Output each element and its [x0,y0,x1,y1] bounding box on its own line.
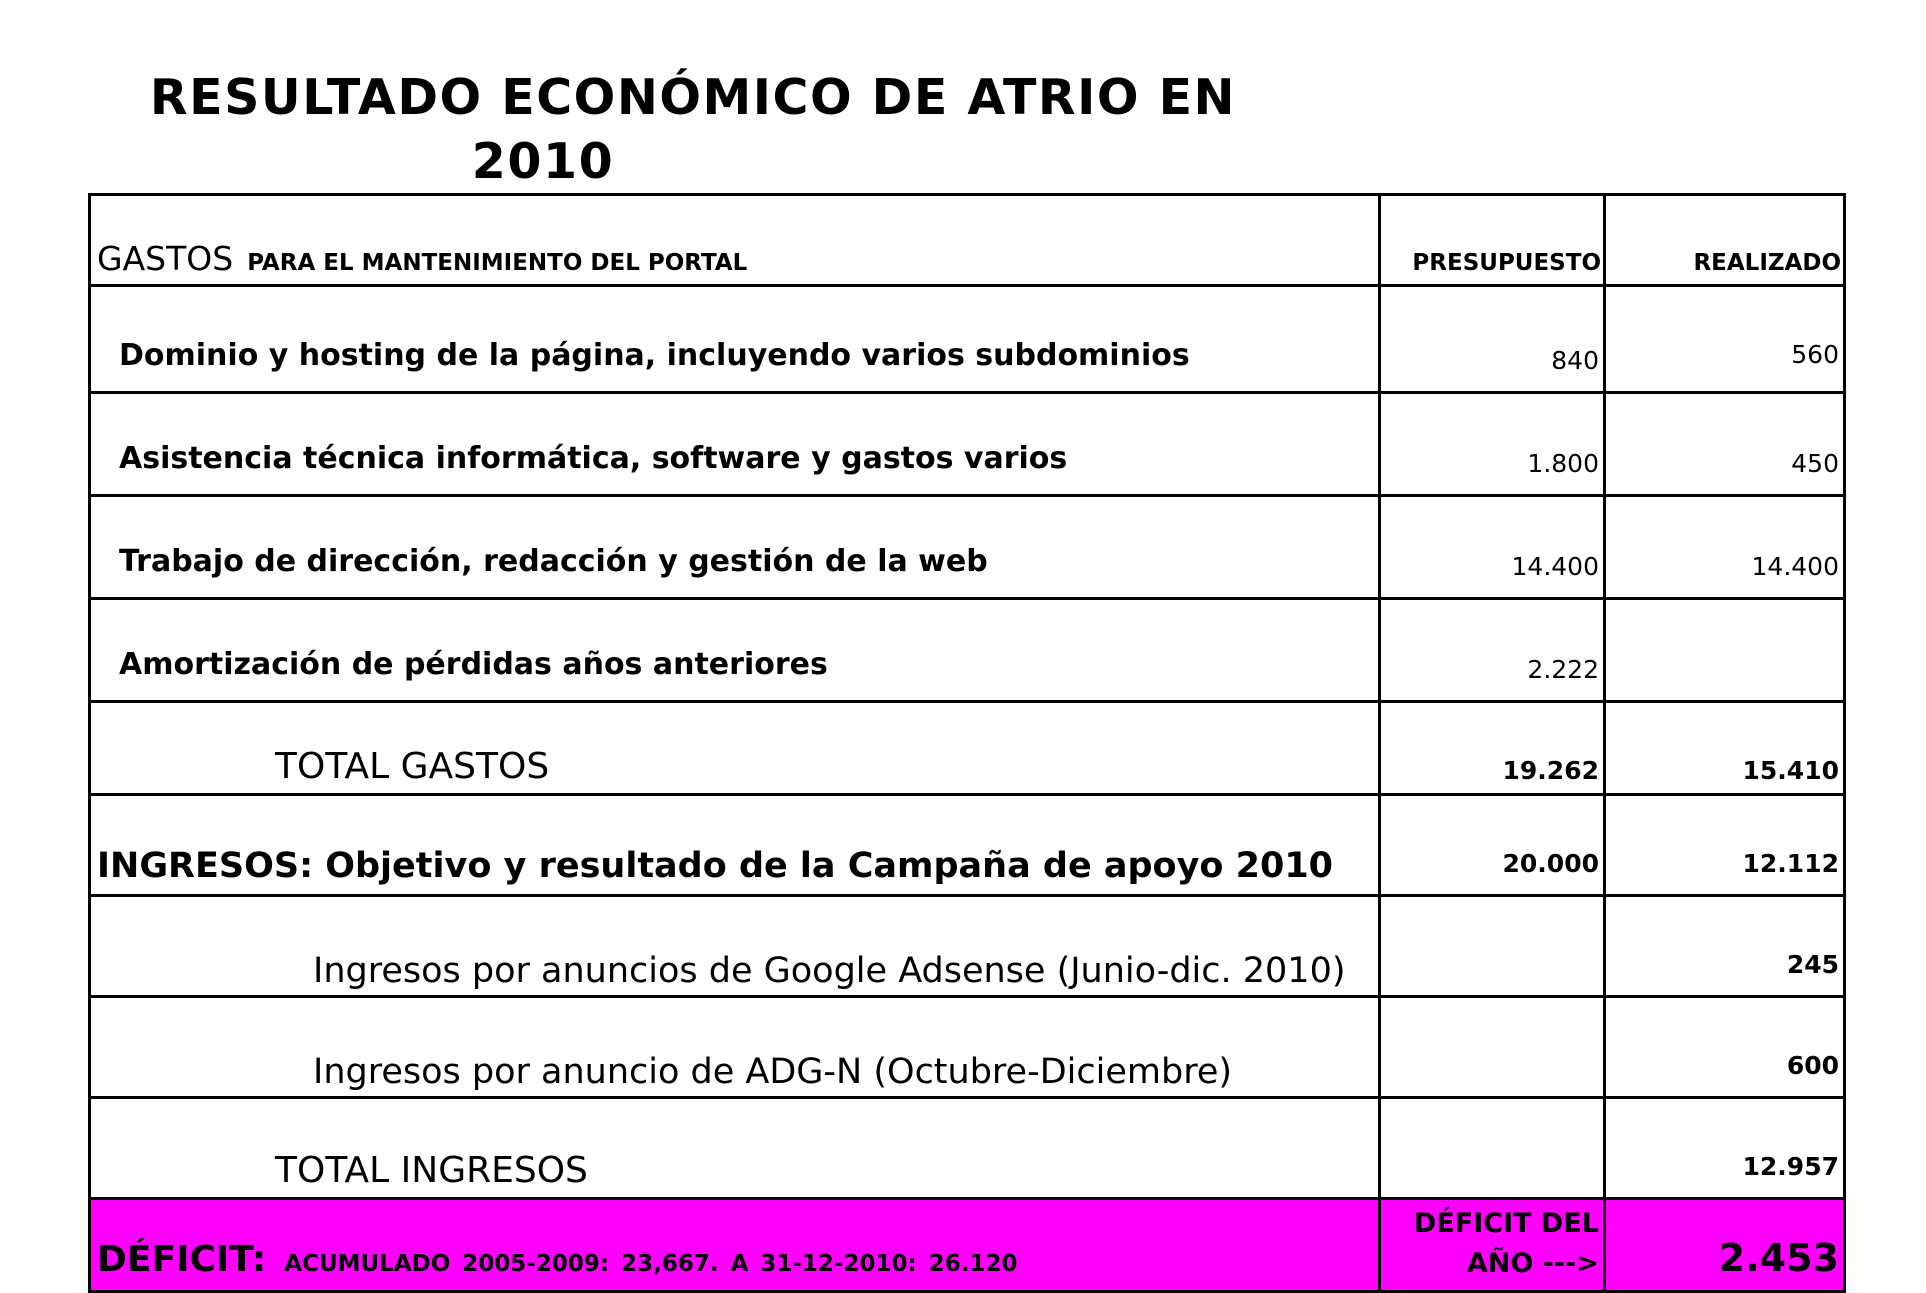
gastos-heading: GASTOS [97,239,234,278]
expense-label: Dominio y hosting de la página, incluyendo varios subdominios [90,286,1380,393]
deficit-year-value: 2.453 [1605,1199,1845,1292]
deficit-label: DÉFICIT: [97,1239,267,1280]
ingresos-presupuesto: 20.000 [1380,795,1605,896]
title-line-2: 2010 [471,133,615,190]
total-ingresos-row [90,1098,1845,1199]
expense-presupuesto: 14.400 [1380,496,1605,599]
income-realizado: 600 [1605,997,1845,1098]
income-realizado: 245 [1605,896,1845,997]
expense-label: Trabajo de dirección, redacción y gestión de la web [90,496,1380,599]
table-row [90,896,1845,997]
deficit-detail: ACUMULADO 2005-2009: 23,667. A 31-12-2010: 26.120 [284,1251,1018,1277]
table-row [90,393,1845,496]
table-row [90,599,1845,702]
total-ingresos-realizado: 12.957 [1605,1098,1845,1199]
expense-presupuesto: 1.800 [1380,393,1605,496]
expense-realizado [1605,599,1845,702]
expense-realizado: 14.400 [1605,496,1845,599]
expense-realizado: 560 [1605,286,1845,393]
expense-label: Amortización de pérdidas años anteriores [90,599,1380,702]
table-row [90,496,1845,599]
expense-presupuesto: 2.222 [1380,599,1605,702]
deficit-year-label: DÉFICIT DEL AÑO ---> [1380,1199,1605,1292]
expense-realizado: 450 [1605,393,1845,496]
total-ingresos-label: TOTAL INGRESOS [90,1098,1380,1199]
expense-label: Asistencia técnica informática, software y gastos varios [90,393,1380,496]
table-header-row [90,195,1845,286]
total-gastos-realizado: 15.410 [1605,702,1845,795]
budget-table [88,193,1846,1293]
ingresos-realizado: 12.112 [1605,795,1845,896]
expense-presupuesto: 840 [1380,286,1605,393]
presupuesto-column-header: PRESUPUESTO [1380,195,1605,286]
gastos-subheading: PARA EL MANTENIMIENTO DEL PORTAL [247,250,748,276]
table-row [90,286,1845,393]
income-label: Ingresos por anuncios de Google Adsense (Junio-dic. 2010) [90,896,1380,997]
realizado-column-header: REALIZADO [1605,195,1845,286]
total-ingresos-presupuesto [1380,1098,1605,1199]
ingresos-row [90,795,1845,896]
income-presupuesto [1380,997,1605,1098]
total-gastos-row [90,702,1845,795]
income-presupuesto [1380,896,1605,997]
table-row [90,997,1845,1098]
deficit-label-cell [90,1199,1380,1292]
title-line-1: RESULTADO ECONÓMICO DE ATRIO EN [149,69,1237,126]
gastos-header-cell [90,195,1380,286]
document-title [88,66,1298,194]
income-label: Ingresos por anuncio de ADG-N (Octubre-Diciembre) [90,997,1380,1098]
ingresos-label: INGRESOS: Objetivo y resultado de la Campaña de apoyo 2010 [90,795,1380,896]
deficit-row [90,1199,1845,1292]
total-gastos-presupuesto: 19.262 [1380,702,1605,795]
total-gastos-label: TOTAL GASTOS [90,702,1380,795]
